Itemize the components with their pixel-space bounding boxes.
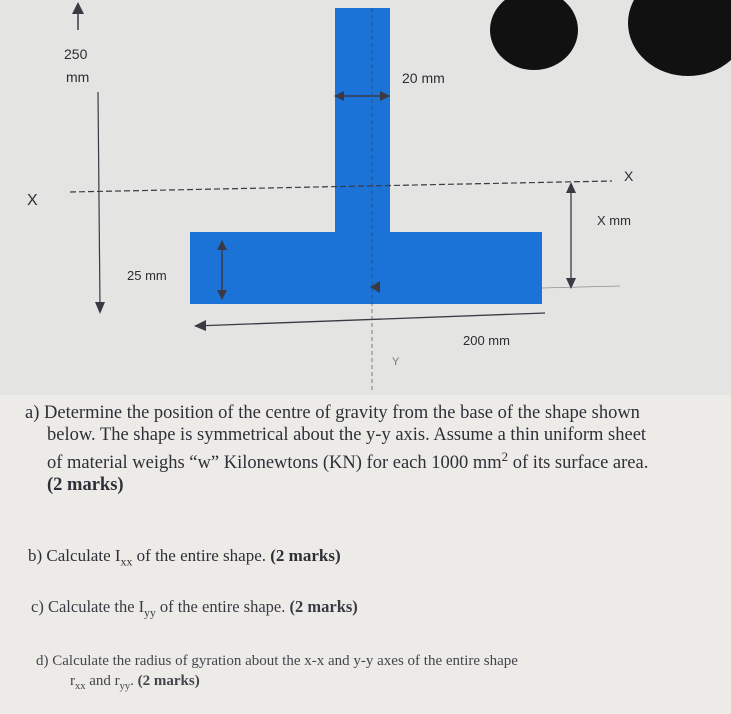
flange-width-label: 200 mm <box>463 333 510 348</box>
question-d-sub2: yy <box>119 681 131 692</box>
question-b-text1: Calculate I <box>46 546 121 565</box>
question-d-marks: (2 marks) <box>137 673 200 689</box>
height-arrow-top-head <box>72 2 84 14</box>
question-d-prefix: d) <box>36 653 49 669</box>
question-a-line3a: of material weighs “w” Kilonewtons (KN) for each 1000 mm <box>47 453 502 474</box>
question-c-sub: yy <box>144 607 156 620</box>
x-axis-right-label: X <box>624 168 634 184</box>
question-b-text2: of the entire shape. <box>132 546 267 565</box>
question-b-marks: (2 marks) <box>270 546 341 565</box>
question-d <box>36 651 518 697</box>
web-rect <box>335 8 390 240</box>
question-d-r1: r <box>70 673 75 689</box>
height-value-label: 250 <box>64 46 88 62</box>
height-dim-line <box>98 92 100 308</box>
question-c-text2: of the entire shape. <box>155 597 286 616</box>
question-a-marks: (2 marks) <box>47 475 124 496</box>
question-d-sub1: xx <box>75 681 86 692</box>
flange-thickness-label: 25 mm <box>127 268 167 283</box>
y-axis-label: Y <box>392 356 400 368</box>
question-a <box>25 402 715 496</box>
question-a-line1: Determine the position of the centre of gravity from the base of the shape shown <box>44 403 640 423</box>
height-dim-bottom-head <box>95 302 105 314</box>
question-c-prefix: c) <box>31 597 44 616</box>
question-d-and: and r <box>85 673 120 689</box>
question-c-marks: (2 marks) <box>289 597 358 616</box>
question-a-line2: below. The shape is symmetrical about the y-y axis. Assume a thin uniform sheet <box>47 425 647 445</box>
question-b-prefix: b) <box>28 546 43 565</box>
flange-width-line <box>195 313 545 326</box>
question-d-line1: Calculate the radius of gyration about the x-x and y-y axes of the entire shape <box>52 653 518 669</box>
question-c-text1: Calculate the I <box>47 597 145 616</box>
flange-rect <box>190 232 542 304</box>
question-c <box>31 597 358 619</box>
height-unit-label: mm <box>66 69 90 85</box>
question-b-sub: xx <box>120 554 133 569</box>
x-dim-head-top <box>566 182 576 193</box>
flange-width-head-left <box>194 320 206 331</box>
question-d-dot: . <box>130 673 134 689</box>
web-width-label: 20 mm <box>402 70 445 86</box>
x-dim-label: X mm <box>597 213 631 228</box>
question-a-line3b: of its surface area. <box>508 453 649 474</box>
x-axis-left-label: X <box>27 192 38 209</box>
base-extension-line <box>542 286 620 288</box>
question-b <box>28 546 341 569</box>
question-a-prefix: a) <box>25 403 40 423</box>
question-a-sup: 2 <box>501 449 509 464</box>
